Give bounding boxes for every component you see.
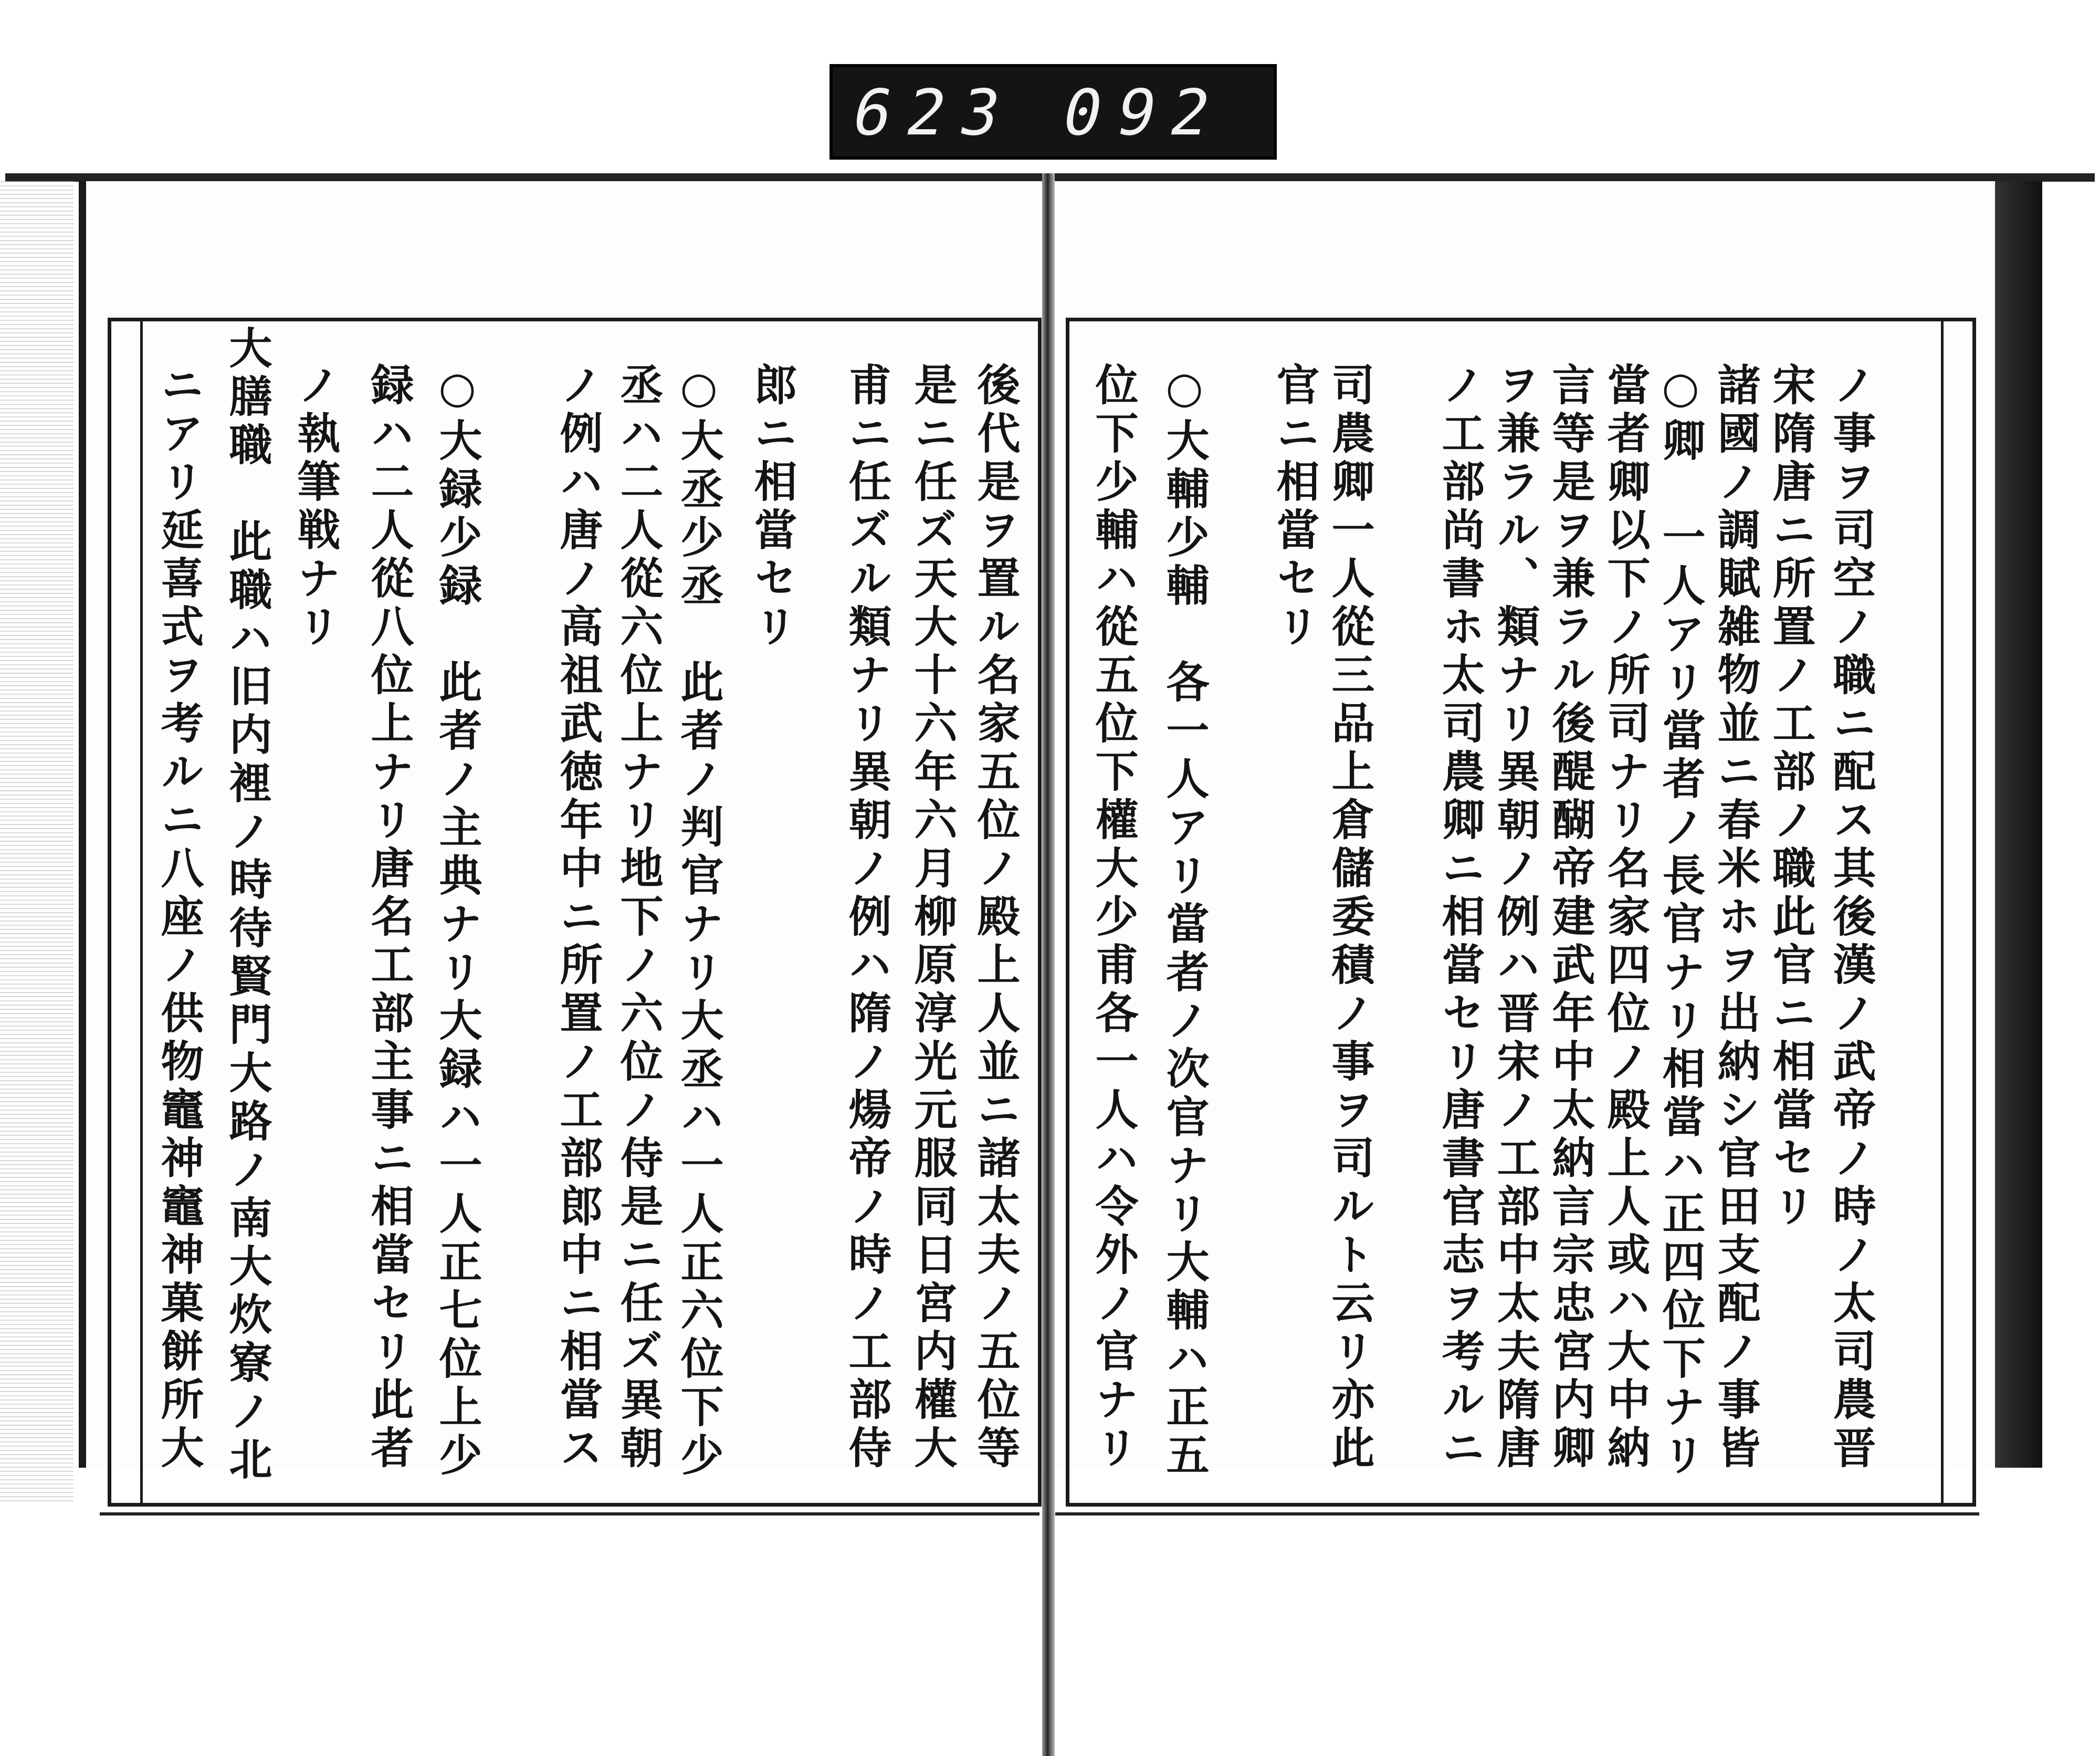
text-column: ○大輔少輔 各一人アリ當者ノ次官ナリ大輔ハ正五 [1159, 362, 1210, 1481]
left-frame-margin-line [140, 321, 143, 1503]
left-page-edge-stack [0, 181, 74, 1504]
text-column: 言等是ヲ兼ラル後醍醐帝建武年中太納言宗忠宮内卿 [1545, 362, 1595, 1473]
microfilm-frame-label [830, 64, 1277, 160]
text-column: 郎ニ相當セリ [747, 362, 797, 652]
text-column: 丞ハ二人從六位上ナリ地下ノ六位ノ侍是ニ任ズ異朝 [613, 362, 664, 1473]
right-frame-margin-line [1941, 321, 1944, 1503]
text-column: 後代是ヲ置ル名家五位ノ殿上人並ニ諸太夫ノ五位等 [970, 362, 1021, 1473]
text-column: 甫ニ任ズル類ナリ異朝ノ例ハ隋ノ煬帝ノ時ノ工部侍 [842, 362, 892, 1473]
text-column: ○卿 一人アリ當者ノ長官ナリ相當ハ正四位下ナリ [1655, 362, 1706, 1481]
text-column: ヲ兼ラル、類ナリ異朝ノ例ハ晋宋ノ工部中太夫隋唐 [1490, 362, 1540, 1473]
book-gutter [1042, 173, 1055, 1756]
text-column: 司農卿一人從三品上倉儲委積ノ事ヲ司ルト云リ亦此 [1325, 362, 1375, 1473]
text-column: 官ニ相當セリ [1269, 362, 1320, 652]
text-column: ○大録少録 此者ノ主典ナリ大録ハ一人正七位上少 [432, 362, 482, 1481]
right-page-edge [1995, 181, 2042, 1468]
film-frame-number: 092 [1056, 77, 1233, 150]
text-column: 大膳職 此職ハ旧内裡ノ時待賢門大路ノ南大炊寮ノ北 [222, 326, 272, 1485]
text-column: 是ニ任ズ天大十六年六月柳原淳光元服同日宮内權大 [907, 362, 958, 1473]
text-column: ノ例ハ唐ノ高祖武徳年中ニ所置ノ工部郎中ニ相當ス [553, 362, 603, 1473]
film-reel-number: 623 [846, 77, 1023, 150]
text-column: ノ事ヲ司空ノ職ニ配ス其後漢ノ武帝ノ時ノ太司農晋 [1826, 362, 1876, 1473]
text-column: ○大丞少丞 此者ノ判官ナリ大丞ハ一人正六位下少 [674, 362, 724, 1481]
right-bottom-rule [1055, 1512, 1979, 1515]
text-column: ノ執筆戦ナリ [290, 362, 341, 652]
text-column: 録ハ二人從八位上ナリ唐名工部主事ニ相當セリ此者 [364, 362, 414, 1473]
text-column: ニアリ延喜式ヲ考ルニ八座ノ供物竈神竈神菓餅所大 [154, 362, 204, 1473]
text-column: 宋隋唐ニ所置ノ工部ノ職此官ニ相當セリ [1766, 362, 1816, 1232]
text-column: ノ工部尚書ホ太司農卿ニ相當セリ唐書官志ヲ考ルニ [1435, 362, 1485, 1473]
text-column: 諸國ノ調賦雑物並ニ春米ホヲ出納シ官田支配ノ事皆 [1710, 362, 1761, 1473]
left-bottom-rule [100, 1512, 1040, 1515]
text-column: 位下少輔ハ從五位下權大少甫各一人ハ令外ノ官ナリ [1088, 362, 1139, 1473]
text-column: 當者卿以下ノ所司ナリ名家四位ノ殿上人或ハ大中納 [1600, 362, 1651, 1473]
